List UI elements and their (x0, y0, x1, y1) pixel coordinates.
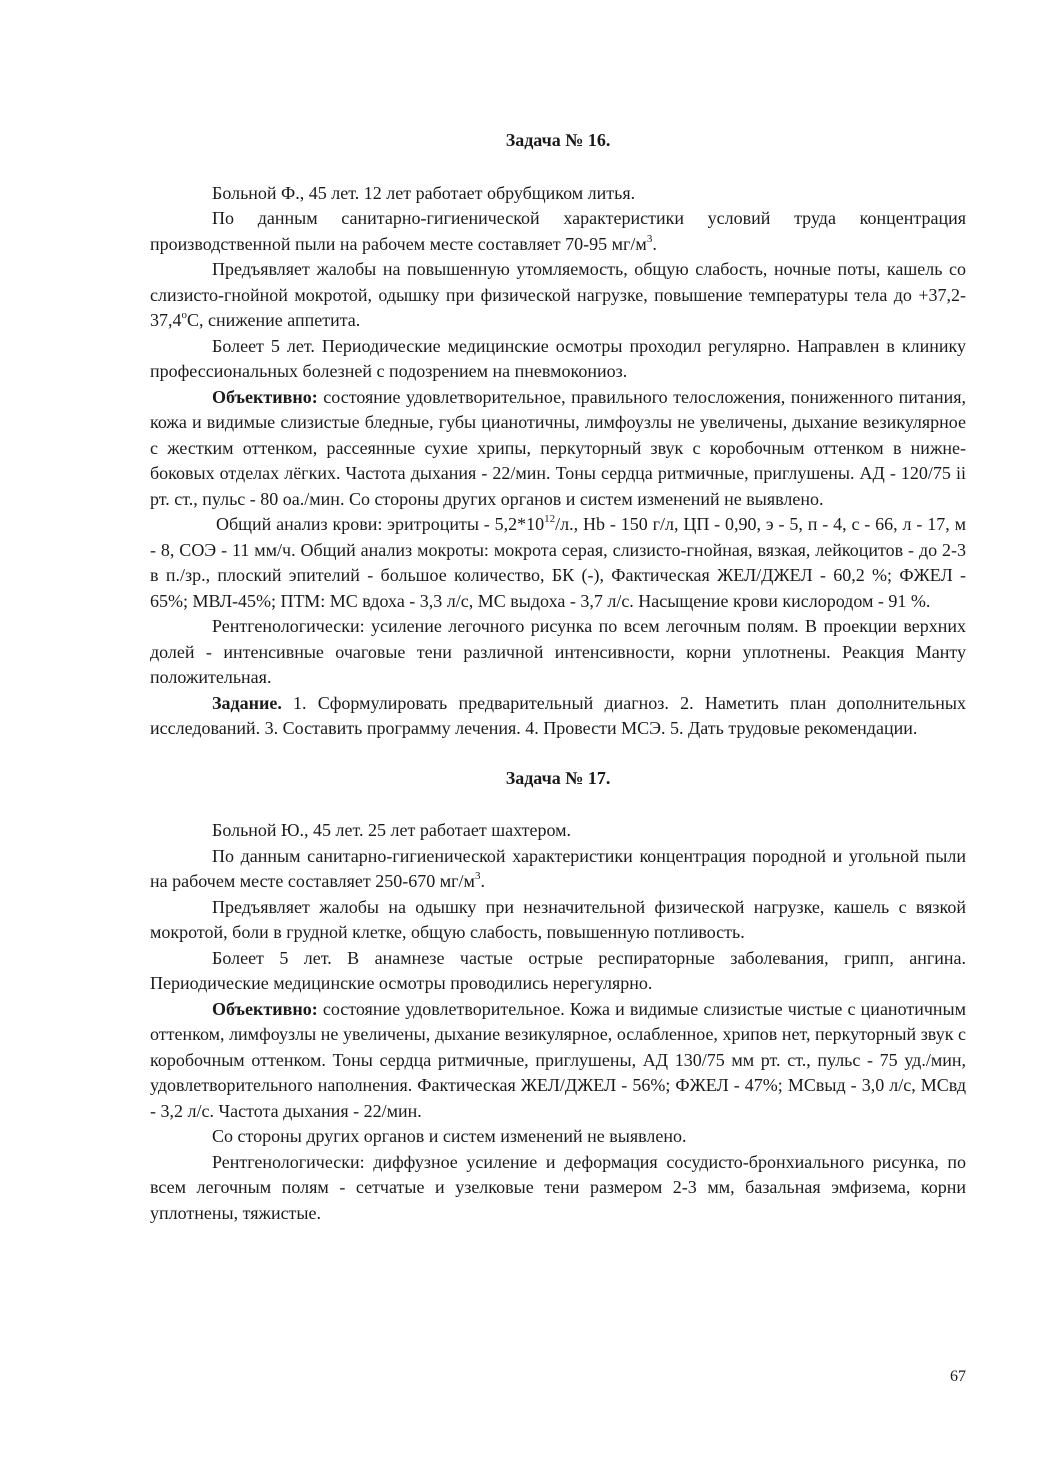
task-16-assignment-text: 1. Сформулировать предварительный диагноз. 2. Наметить план дополнительных исследований. 3. Составить программу лечения. 4. Провести МСЭ. 5. Дать трудовые рекомендации. (150, 692, 966, 738)
task-16-objective-label: Объективно: (212, 386, 318, 407)
task-16-complaints-sup: о (181, 309, 187, 321)
task-17-conditions-text: По данным санитарно-гигиенической характеристики концентрация породной и угольной пыли на рабочем месте составляет 250-670 мг/м (150, 845, 966, 891)
task-16-assignment-label: Задание. (212, 692, 282, 713)
task-17-other-organs (150, 1124, 966, 1150)
page-number: 67 (950, 1368, 966, 1385)
task-17-history (150, 946, 966, 997)
task-16-conditions-end: . (652, 233, 657, 254)
task-16-lab-text: Общий анализ крови: эритроциты - 5,2*10 (216, 514, 545, 534)
task-16-patient-text: Больной Ф., 45 лет. 12 лет работает обрубщиком литья. (212, 182, 636, 203)
task-16-complaints (150, 257, 966, 334)
page-content (150, 128, 966, 1226)
task-16-complaints-text: Предъявляет жалобы на повышенную утомляемость, общую слабость, ночные поты, кашель со слизисто-гнойной мокротой, одышку при физической нагрузке, повышение температуры тела до +37,2-37,4 (150, 259, 966, 330)
task-17-patient-text: Больной Ю., 45 лет. 25 лет работает шахтером. (212, 820, 572, 840)
task-16-lab (150, 512, 966, 614)
task-17-history-text: Болеет 5 лет. В анамнезе частые острые респираторные заболевания, грипп, ангина. Периодические медицинские осмотры проводились нерегулярно. (150, 947, 966, 993)
task-16-objective (150, 385, 966, 513)
task-16-xray-text: Рентгенологически: усиление легочного рисунка по всем легочным полям. В проекции верхних долей - интенсивные очаговые тени различной интенсивности, корни уплотнены. Реакция Манту положительная. (150, 616, 966, 687)
task-16-history (150, 334, 966, 385)
task-16-objective-text: состояние удовлетворительное, правильного телосложения, пониженного питания, кожа и видимые слизистые бледные, губы цианотичны, лимфоузлы не увеличены, дыхание везикулярное с жестким оттенком, рассеянные сухие хрипы, перкуторный звук с коробочным оттенком в нижне-боковых отделах лёгких. Частота дыхания - 22/мин. Тоны сердца ритмичные, приглушены. АД - 120/75 ii рт. ст., пульс - 80 оа./мин. Со стороны других органов и систем изменений не выявлено. (150, 386, 966, 509)
task-16-lab-end: /л., Hb - 150 г/л, ЦП - 0,90, э - 5, п - 4, с - 66, л - 17, м - 8, СОЭ - 11 мм/ч. Общий анализ мокроты: мокрота серая, слизисто-гнойная, вязкая, лейкоцитов - до 2-3 в п./зр., плоский эпителий - большое количество, БК (-), Фактическая ЖЕЛ/ДЖЕЛ - 60,2 %; ФЖЕЛ - 65%; МВЛ-45%; ПТМ: МС вдоха - 3,3 л/с, МС выдоха - 3,7 л/с. Насыщение крови кислородом - 91 %. (150, 514, 966, 611)
task-17-objective-text: состояние удовлетворительное. Кожа и видимые слизистые чистые с цианотичным оттенком, лимфоузлы не увеличены, дыхание везикулярное, ослабленное, хрипов нет, перкуторный звук с коробочным оттенком. Тоны сердца ритмичные, приглушены, АД 130/75 мм рт. ст., пульс - 75 уд./мин, удовлетворительного наполнения. Фактическая ЖЕЛ/ДЖЕЛ - 56%; ФЖЕЛ - 47%; МСвыд - 3,0 л/с, МСвд - 3,2 л/с. Частота дыхания - 22/мин. (150, 998, 966, 1121)
task-17-patient (150, 818, 966, 844)
task-17-complaints (150, 895, 966, 946)
task-16-conditions (150, 206, 966, 257)
task-16-xray (150, 614, 966, 691)
task-17-conditions-sup: 3 (474, 870, 481, 882)
task-17-conditions-end: . (480, 871, 485, 891)
task-16-complaints-end: С, снижение аппетита. (187, 310, 361, 330)
task-16-assignment (150, 691, 966, 742)
task-17-other-organs-text: Со стороны других органов и систем изменений не выявлено. (212, 1126, 687, 1146)
task-17-complaints-text: Предъявляет жалобы на одышку при незначительной физической нагрузке, кашель с вязкой мокротой, боли в грудной клетке, общую слабость, повышенную потливость. (150, 896, 966, 942)
task-16-history-text: Болеет 5 лет. Периодические медицинские осмотры проходил регулярно. Направлен в клинику профессиональных болезней с подозрением на пневмокониоз. (150, 335, 966, 381)
task-17-conditions (150, 844, 966, 895)
task-16-lab-sup: 12 (544, 513, 556, 525)
task-17-xray-text: Рентгенологически: диффузное усиление и деформация сосудисто-бронхиального рисунка, по всем легочным полям - сетчатые и узелковые тени размером 2-3 мм, базальная эмфизема, корни уплотнены, тяжистые. (150, 1151, 966, 1223)
task-16-patient (150, 181, 966, 207)
task-16-title: Задача № 16. (505, 130, 611, 150)
task-17-xray (150, 1150, 966, 1227)
task-17-objective-label: Объективно: (212, 998, 318, 1019)
task-16-conditions-sup: 3 (646, 232, 653, 245)
task-16-conditions-text: По данным санитарно-гигиенической характеристики условий труда концентрация производственной пыли на рабочем месте составляет 70-95 мг/м (150, 208, 966, 254)
task-17-title: Задача № 17. (505, 767, 611, 788)
task-17-objective (150, 997, 966, 1125)
